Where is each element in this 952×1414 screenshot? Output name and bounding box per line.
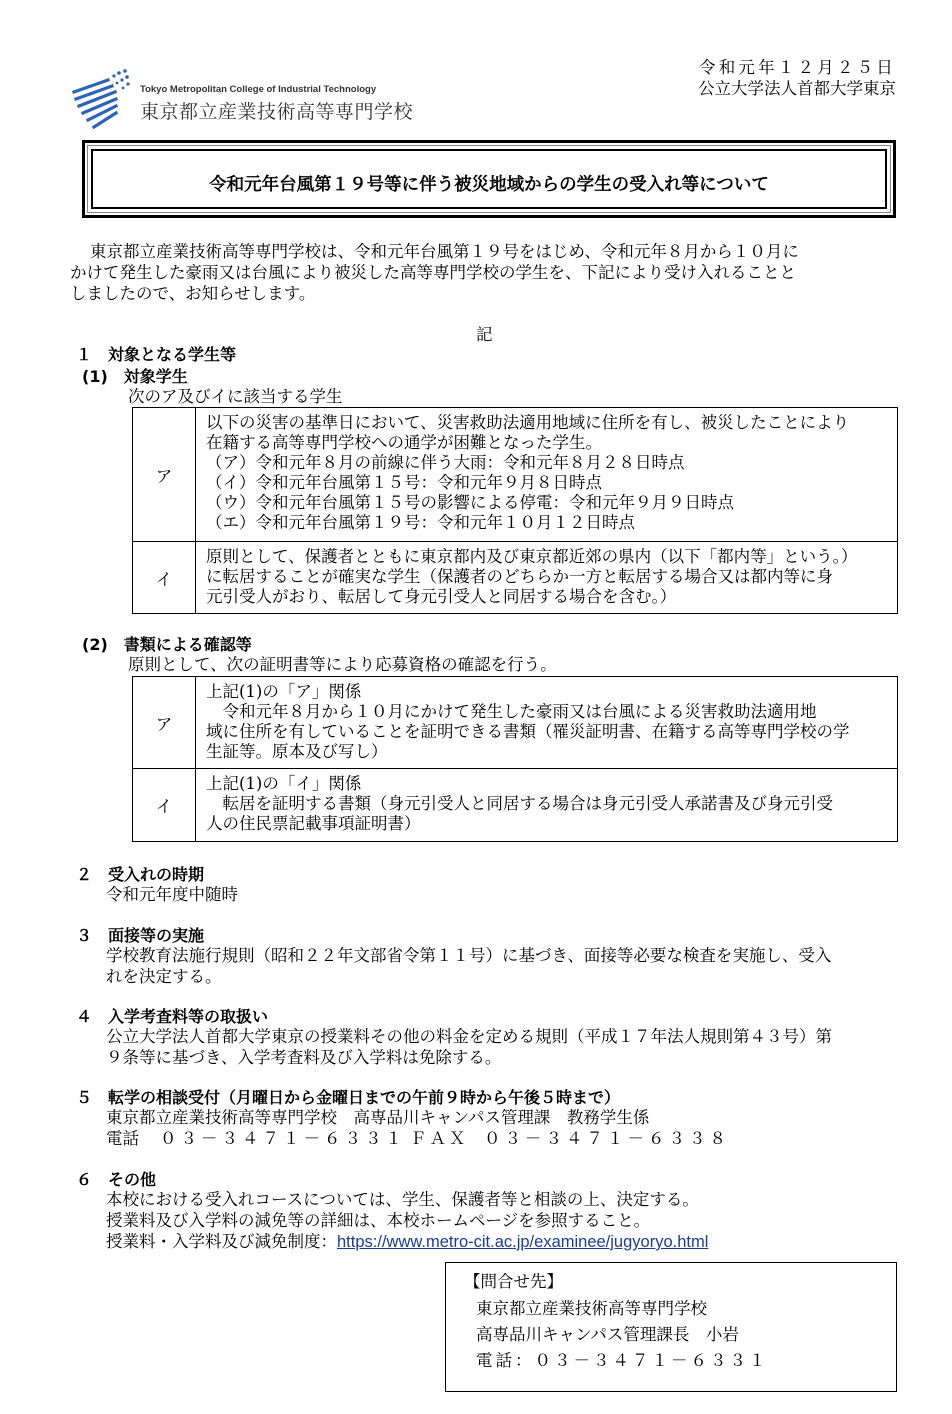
row-line: （ア）令和元年８月の前線に伴う大雨：令和元年８月２８日時点	[206, 453, 685, 472]
section-6-line-3	[106, 1232, 708, 1252]
row-key: ア	[133, 408, 196, 542]
college-name-japanese: 東京都立産業技術高等専門学校	[140, 101, 414, 123]
row-line: 元引受人がおり、転居して身元引受人と同居する場合を含む。）	[206, 587, 677, 606]
section-3-line-1: 学校教育法施行規則（昭和２２年文部省令第１１号）に基づき、面接等必要な検査を実施し、受入	[106, 946, 832, 965]
section-1-2-heading: (2) 書類による確認等	[82, 635, 252, 654]
section-1-1-heading: (1) 対象学生	[82, 367, 188, 386]
table-row	[133, 408, 898, 542]
fee-system-link[interactable]: https://www.metro-cit.ac.jp/examinee/jugyoryo.html	[337, 1233, 709, 1251]
contact-phone: 電話：０３－３４７１－６３３１	[476, 1351, 769, 1370]
intro-line-3: しましたので、お知らせします。	[70, 284, 316, 303]
section-1-1-lead: 次のア及びイに該当する学生	[128, 387, 343, 406]
row-content	[196, 542, 898, 614]
contact-person: 高専品川キャンパス管理課長 小岩	[476, 1325, 739, 1344]
row-content	[196, 408, 898, 542]
section-4-line-2: ９条等に基づき、入学考査料及び入学料は免除する。	[106, 1048, 502, 1067]
row-line: に転居することが確実な学生（保護者のどちらか一方と転居する場合又は都内等に身	[206, 567, 833, 586]
intro-line-1: 東京都立産業技術高等専門学校は、令和元年台風第１９号をはじめ、令和元年８月から１０月に	[90, 242, 799, 261]
row-line: （イ）令和元年台風第１５号：令和元年９月８日時点	[206, 473, 602, 492]
row-key: イ	[133, 769, 196, 842]
contact-heading: 【問合せ先】	[464, 1272, 563, 1291]
section-3-heading: ３ 面接等の実施	[76, 926, 205, 945]
row-line: 域に住所を有していることを証明できる書類（罹災証明書、在籍する高等専門学校の学	[206, 722, 850, 741]
row-line: （ウ）令和元年台風第１５号の影響による停電：令和元年９月９日時点	[206, 493, 734, 512]
section-5-phone-label: 電話	[106, 1129, 139, 1148]
section-5-heading: ５ 転学の相談受付（月曜日から金曜日までの午前９時から午後５時まで）	[76, 1088, 621, 1107]
row-line: 上記(1)の「ア」関係	[206, 682, 362, 701]
row-line: 上記(1)の「イ」関係	[206, 774, 362, 793]
row-key: イ	[133, 542, 196, 614]
section-5-fax: ０３－３４７１－６３３８	[484, 1129, 730, 1148]
title-box	[82, 140, 896, 218]
row-line: 人の住民票記載事項証明書）	[206, 814, 421, 833]
section-1-heading: １ 対象となる学生等	[76, 345, 237, 364]
row-line: 転居を証明する書類（身元引受人と同居する場合は身元引受人承諾書及び身元引受	[206, 794, 833, 813]
section-2-heading: ２ 受入れの時期	[76, 865, 205, 884]
section-6-heading: ６ その他	[76, 1170, 157, 1189]
row-line: 原則として、保護者とともに東京都内及び東京都近郊の県内（以下「都内等」という。）	[206, 547, 858, 566]
section-4-heading: ４ 入学考査料等の取扱い	[76, 1007, 269, 1026]
ki-mark: 記	[476, 325, 493, 344]
section-5-office: 東京都立産業技術高等専門学校 高専品川キャンパス管理課 教務学生係	[106, 1108, 650, 1127]
target-students-table	[132, 407, 898, 614]
section-3-line-2: れを決定する。	[106, 967, 222, 986]
row-line: （エ）令和元年台風第１９号：令和元年１０月１２日時点	[206, 513, 635, 532]
contact-box	[445, 1262, 897, 1392]
table-row	[133, 677, 898, 769]
row-content	[196, 769, 898, 842]
row-content	[196, 677, 898, 769]
section-4-line-1: 公立大学法人首都大学東京の授業料その他の料金を定める規則（平成１７年法人規則第４３号）第	[106, 1027, 832, 1046]
fee-system-label: 授業料・入学料及び減免制度：	[106, 1232, 337, 1251]
page-title: 令和元年台風第１９号等に伴う被災地域からの学生の受入れ等について	[209, 175, 769, 195]
document-check-table	[132, 676, 898, 842]
section-5-phone: ０３－３４７１－６３３１	[160, 1129, 406, 1148]
intro-line-2: かけて発生した豪雨又は台風により被災した高等専門学校の学生を、下記により受け入れることと	[70, 263, 796, 282]
table-row	[133, 542, 898, 614]
issuer-name: 公立大学法人首都大学東京	[698, 79, 896, 98]
section-5-fax-label: ＦＡＸ	[410, 1129, 469, 1148]
section-2-body: 令和元年度中随時	[106, 885, 238, 904]
contact-school: 東京都立産業技術高等専門学校	[476, 1299, 707, 1318]
table-row	[133, 769, 898, 842]
row-line: 以下の災害の基準日において、災害救助法適用地域に住所を有し、被災したことにより	[206, 413, 850, 432]
college-logo-icon	[72, 68, 132, 130]
row-line: 在籍する高等専門学校への通学が困難となった学生。	[206, 433, 602, 452]
section-6-line-2: 授業料及び入学料の減免等の詳細は、本校ホームページを参照すること。	[106, 1211, 651, 1230]
row-line: 令和元年８月から１０月にかけて発生した豪雨又は台風による災害救助法適用地	[206, 702, 817, 721]
section-1-2-lead: 原則として、次の証明書等により応募資格の確認を行う。	[128, 655, 557, 674]
college-name-english: Tokyo Metropolitan College of Industrial Technology	[140, 84, 377, 95]
document-date: 令和元年１２月２５日	[699, 58, 896, 77]
row-key: ア	[133, 677, 196, 769]
section-6-line-1: 本校における受入れコースについては、学生、保護者等と相談の上、決定する。	[106, 1190, 699, 1209]
row-line: 生証等。原本及び写し）	[206, 742, 388, 761]
